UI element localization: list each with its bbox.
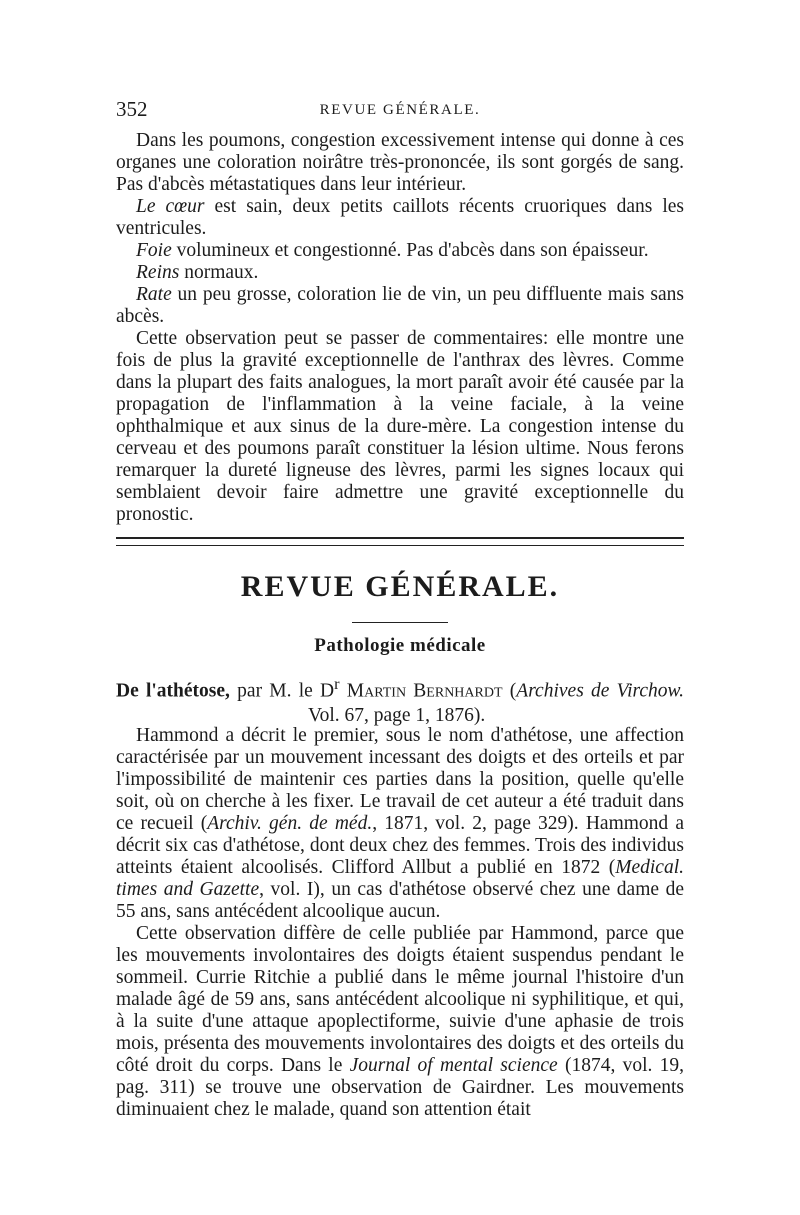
paragraph: Le cœur est sain, deux petits caillots récents cruoriques dans les ventricules. xyxy=(116,196,684,239)
section-title: REVUE GÉNÉRALE. xyxy=(240,570,560,603)
running-head xyxy=(116,96,684,122)
previous-article-text xyxy=(116,130,684,526)
article-source: Archives de Virchow. xyxy=(516,680,684,702)
paragraph: Foie volumineux et congestionné. Pas d'abcès dans son épaisseur. xyxy=(136,240,649,261)
subsection-title: Pathologie médicale xyxy=(314,635,486,656)
paragraph: Rate un peu grosse, coloration lie de vin, un peu diffluente mais sans abcès. xyxy=(116,284,684,327)
paragraph: Dans les poumons, congestion excessivement intense qui donne à ces organes une coloration noirâtre très-prononcée, ils sont gorgés de sang. Pas d'abcès métastatiques dans leur intérieur. xyxy=(116,130,684,195)
paragraph: Reins normaux. xyxy=(136,262,259,283)
paragraph: Hammond a décrit le premier, sous le nom d'athétose, une affection caractérisée par un mouvement incessant des doigts et des orteils et par l'impossibilité de maintenir ces parties dans la position, quelle qu'elle soit, où on cherche à les fixer. Le travail de cet auteur a été traduit dans ce recueil (Archiv. gén. de méd., 1871, vol. 2, page 329). Hammond a décrit six cas d'athétose, dont deux chez des femmes. Trois des individus atteints étaient alcoolisés. Clifford Allbut a publié en 1872 (Medical. times and Gazette, vol. I), un cas d'athétose observé chez une dame de 55 ans, sans antécédent alcoolique aucun. xyxy=(116,725,684,922)
running-title: REVUE GÉNÉRALE. xyxy=(319,102,481,118)
article-heading-line: De l'athétose, par M. le $D^r$ Martin Bernhardt (Archives de Virchow. xyxy=(116,675,684,702)
section-divider xyxy=(116,537,684,546)
article-author: Martin Bernhardt xyxy=(339,680,503,702)
article-heading xyxy=(116,672,684,728)
paragraph: Cette observation peut se passer de commentaires: elle montre une fois de plus la gravité exceptionnelle de l'anthrax des lèvres. Comme dans la plupart des faits analogues, la mort paraît avoir été causée par la propagation de l'inflammation à la veine faciale, à la veine ophthalmique et aux sinus de la dure-mère. La congestion intense du cerveau et des poumons paraît constituer la lésion ultime. Nous ferons remarquer la dureté ligneuse des lèvres, parmi les signes locaux qui semblaient devoir faire admettre une gravité exceptionnelle du pronostic. xyxy=(116,328,684,525)
article-heading-line: Vol. 67, page 1, 1876). xyxy=(308,704,486,726)
paragraph: Cette observation diffère de celle publiée par Hammond, parce que les mouvements involontaires des doigts étaient suspendus pendant le sommeil. Currie Ritchie a publié dans le même journal l'histoire d'un malade âgé de 59 ans, sans antécédent alcoolique ni syphilitique, et qui, à la suite d'une attaque apoplectiforme, suivie d'une aphasie de trois mois, présenta des mouvements involontaires des doigts et des orteils du côté droit du corps. Dans le Journal of mental science (1874, vol. 19, pag. 311) se trouve une observation de Gairdner. Les mouvements diminuaient chez le malade, quand son attention était xyxy=(116,923,684,1120)
article-body xyxy=(116,725,684,1121)
page-number: 352 xyxy=(116,97,148,121)
article-title: De l'athétose, xyxy=(116,680,230,702)
title-rule xyxy=(352,622,448,623)
